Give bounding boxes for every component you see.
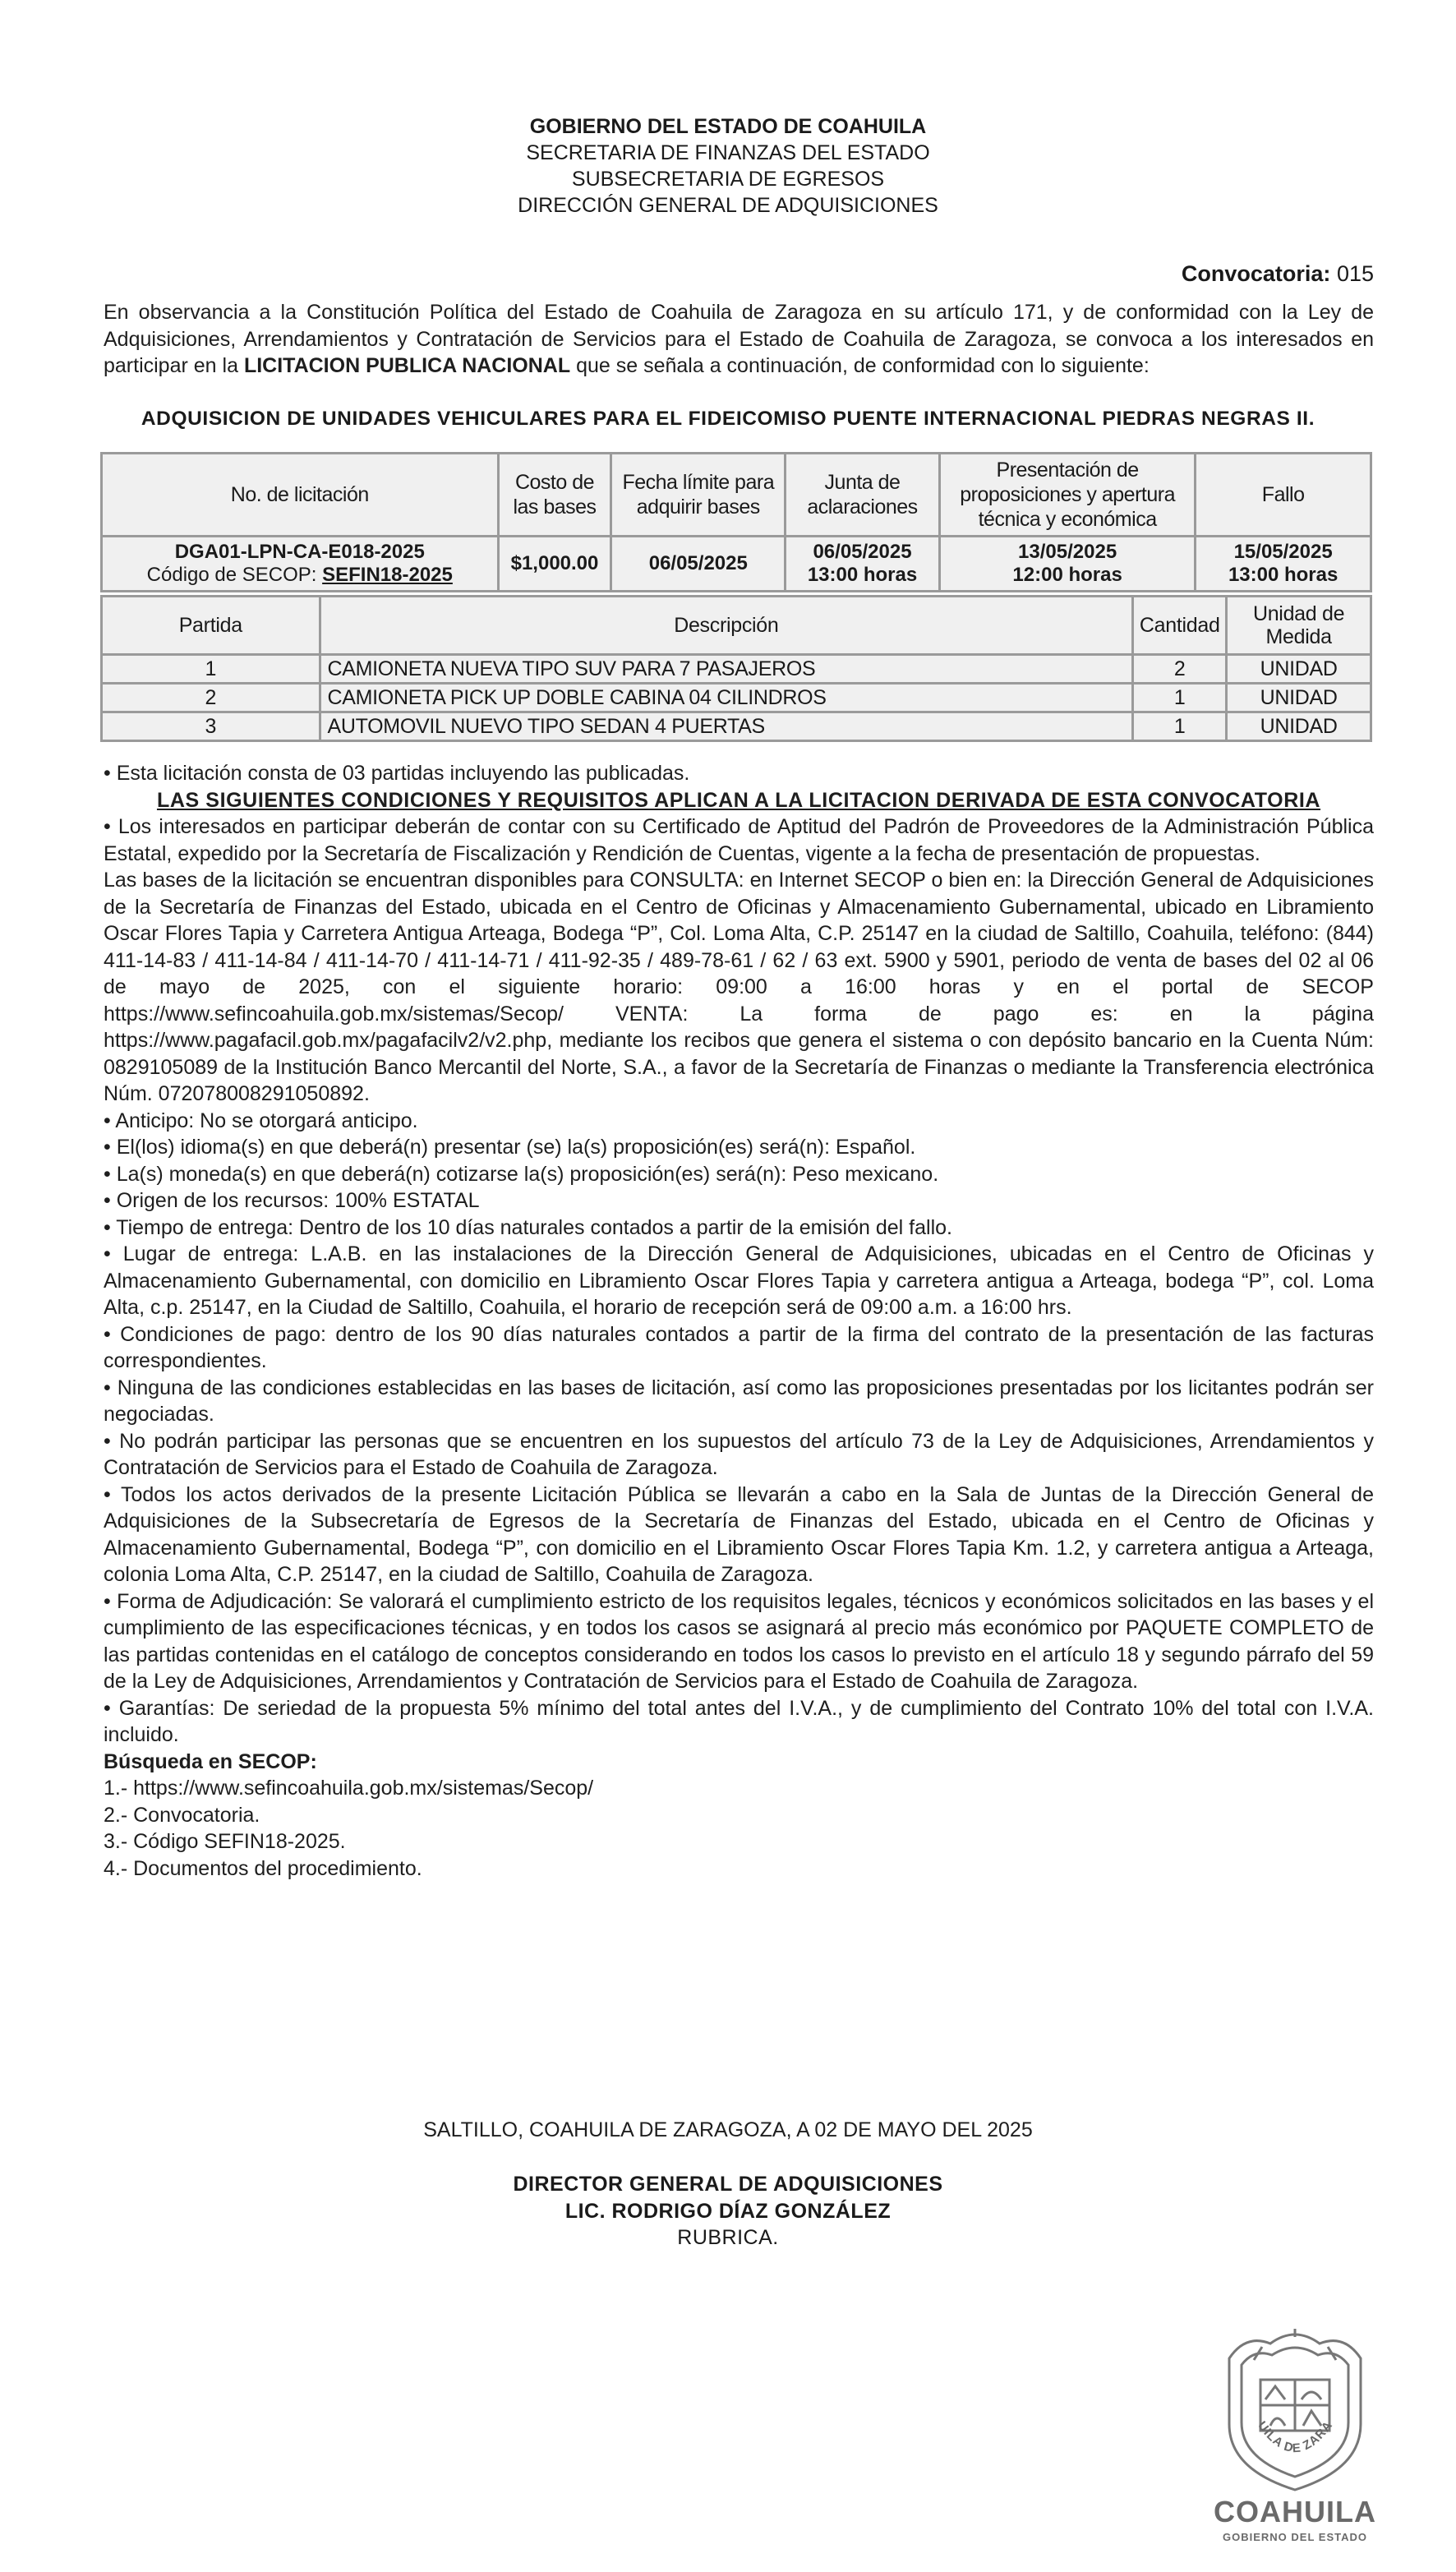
bullet-condiciones-pago: • Condiciones de pago: dentro de los 90 días naturales contados a partir de la firma del contrato de la presentación de las facturas correspondientes. (104, 1322, 1374, 1372)
cantidad-cell: 1 (1133, 712, 1227, 741)
partidas-table (100, 595, 1372, 742)
search-step-1: 1.- https://www.sefincoahuila.gob.mx/sistemas/Secop/ (104, 1777, 594, 1800)
descripcion-cell: CAMIONETA PICK UP DOBLE CABINA 04 CILINDROS (320, 684, 1133, 712)
fallo-time: 13:00 horas (1228, 564, 1339, 586)
signer-title: DIRECTOR GENERAL DE ADQUISICIONES (513, 2173, 943, 2196)
intro-paragraph (104, 299, 1374, 380)
presentacion-time: 12:00 horas (1012, 564, 1122, 586)
col-junta: Junta de aclaraciones (786, 454, 940, 537)
convocatoria-value: 015 (1336, 261, 1374, 286)
intro-bold: LICITACION PUBLICA NACIONAL (243, 354, 571, 377)
junta-date: 06/05/2025 (813, 541, 912, 563)
seal-text: UILA DE ZARA (1255, 2418, 1336, 2456)
convocatoria-label: Convocatoria: (1181, 261, 1331, 286)
signature-block (0, 2171, 1456, 2252)
fallo-date: 15/05/2025 (1233, 541, 1333, 563)
table-row (102, 655, 1371, 684)
unidad-cell: UNIDAD (1227, 684, 1371, 712)
bullet-participacion: • No podrán participar las personas que se encuentren en los supuestos del artículo 73 de la Ley de Adquisiciones, Arrendamientos y Contratación de Servicios para el Estado de Coahuila de Zaragoza. (104, 1429, 1374, 1479)
cell-costo: $1,000.00 (498, 537, 611, 592)
descripcion-cell: CAMIONETA NUEVA TIPO SUV PARA 7 PASAJEROS (320, 655, 1133, 684)
conditions-body (104, 760, 1374, 1882)
search-step-4: 4.- Documentos del procedimiento. (104, 1856, 422, 1880)
bullet-idioma: • El(los) idioma(s) en que deberá(n) presentar (se) la(s) proposición(es) será(n): Español. (104, 1136, 916, 1159)
header-direccion: DIRECCIÓN GENERAL DE ADQUISICIONES (518, 194, 938, 217)
col-partida: Partida (102, 597, 320, 655)
header-subsecretaria: SUBSECRETARIA DE EGRESOS (571, 168, 885, 191)
cell-presentacion (939, 537, 1195, 592)
cell-no-licitacion (102, 537, 499, 592)
signer-name: LIC. RODRIGO DÍAZ GONZÁLEZ (564, 2199, 892, 2223)
coat-of-arms-icon (1196, 2325, 1394, 2494)
presentacion-date: 13/05/2025 (1018, 541, 1117, 563)
partida-cell: 2 (102, 684, 320, 712)
unidad-cell: UNIDAD (1227, 655, 1371, 684)
convocatoria-number (1182, 261, 1374, 287)
logo-subtitle: GOBIERNO DEL ESTADO (1223, 2531, 1367, 2543)
col-costo: Costo de las bases (498, 454, 611, 537)
header-secretaria: SECRETARIA DE FINANZAS DEL ESTADO (526, 141, 930, 164)
bullet-origen: • Origen de los recursos: 100% ESTATAL (104, 1189, 480, 1212)
licitacion-header-row (102, 454, 1371, 537)
bullet-anticipo: • Anticipo: No se otorgará anticipo. (104, 1109, 418, 1132)
secop-code-label: Código de SECOP: (146, 564, 323, 586)
cell-junta (786, 537, 940, 592)
bullet-garantias: • Garantías: De seriedad de la propuesta 5% mínimo del total antes del I.V.A., y de cumplimiento del Contrato 10% del total con I.V.A. incluido. (104, 1696, 1374, 1746)
cantidad-cell: 1 (1133, 684, 1227, 712)
cell-fecha-limite: 06/05/2025 (611, 537, 786, 592)
intro-text-1: En observancia a la Constitución Política del Estado de Coahuila de Zaragoza en su artículo 171, y de conformidad con la Ley de Adquisiciones, Arrendamientos y Contratación de Servicios para el Estado de Coahuila de Zaragoza, se convoca a los interesados en participar en la (104, 301, 1374, 377)
junta-time: 13:00 horas (807, 564, 918, 586)
intro-text-2: que se señala a continuación, de conformidad con lo siguiente: (570, 354, 1150, 377)
bullet-moneda: • La(s) moneda(s) en que deberá(n) cotizarse la(s) proposición(es) será(n): Peso mexicano. (104, 1162, 939, 1186)
col-presentacion: Presentación de proposiciones y apertura técnica y económica (939, 454, 1195, 537)
col-no-licitacion: No. de licitación (102, 454, 499, 537)
place-date: SALTILLO, COAHUILA DE ZARAGOZA, A 02 DE MAYO DEL 2025 (423, 2118, 1033, 2141)
licitacion-number: DGA01-LPN-CA-E018-2025 (174, 541, 425, 563)
rubrica: RUBRICA. (677, 2226, 779, 2249)
cantidad-cell: 2 (1133, 655, 1227, 684)
col-cantidad: Cantidad (1133, 597, 1227, 655)
descripcion-cell: AUTOMOVIL NUEVO TIPO SEDAN 4 PUERTAS (320, 712, 1133, 741)
col-unidad: Unidad de Medida (1227, 597, 1371, 655)
table-row (102, 712, 1371, 741)
search-step-3: 3.- Código SEFIN18-2025. (104, 1830, 346, 1853)
licitacion-table (100, 452, 1372, 592)
bullet-adjudicacion: • Forma de Adjudicación: Se valorará el cumplimiento estricto de los requisitos legales, técnicos y económicos solicitados en las bases y el cumplimiento de las especificaciones técnicas, y en todos los casos se asignará al precio más económico por PAQUETE COMPLETO de las partidas contenidas en el catálogo de conceptos considerando en todos los casos lo previsto en el artículo 18 y segundo párrafo del 59 de la Ley de Adquisiciones, Arrendamientos y Contratación de Servicios para el Estado de Coahuila de Zaragoza. (104, 1589, 1374, 1693)
table-row (102, 684, 1371, 712)
bullet-tiempo-entrega: • Tiempo de entrega: Dentro de los 10 días naturales contados a partir de la emisión del fallo. (104, 1215, 952, 1239)
cell-fallo (1196, 537, 1371, 592)
partida-cell: 1 (102, 655, 320, 684)
subject-title: ADQUISICION DE UNIDADES VEHICULARES PARA EL FIDEICOMISO PUENTE INTERNACIONAL PIEDRAS NEGRAS II. (141, 408, 1315, 430)
document-header (0, 113, 1456, 219)
bullet-actos: • Todos los actos derivados de la presente Licitación Pública se llevarán a cabo en la Sala de Juntas de la Dirección General de Adquisiciones de la Subsecretaría de Egresos de la Secretaría de Finanzas del Estado, ubicada en el Centro de Oficinas y Almacenamiento Gubernamental, Bodega “P”, con domicilio en el Libramiento Oscar Flores Tapia Km. 1.2, y carretera antigua a Arteaga, colonia Loma Alta, C.P. 25147, en la ciudad de Saltillo, Coahuila de Zaragoza. (104, 1482, 1374, 1586)
col-descripcion: Descripción (320, 597, 1133, 655)
logo-word: COAHUILA (1214, 2495, 1376, 2528)
coahuila-logo (1196, 2325, 1394, 2543)
licitacion-value-row (102, 537, 1371, 592)
col-fecha-limite: Fecha límite para adquirir bases (611, 454, 786, 537)
partidas-header-row (102, 597, 1371, 655)
bullet-lugar-entrega: • Lugar de entrega: L.A.B. en las instalaciones de la Dirección General de Adquisiciones, ubicadas en el Centro de Oficinas y Almacenamiento Gubernamental, con domicilio en Libramiento Oscar Flores Tapia y carretera antigua a Arteaga, bodega “P”, col. Loma Alta, c.p. 25147, en la Ciudad de Saltillo, Coahuila, el horario de recepción será de 09:00 a.m. a 16:00 hrs. (104, 1242, 1374, 1319)
secop-code: SEFIN18-2025 (322, 564, 453, 586)
partida-cell: 3 (102, 712, 320, 741)
unidad-cell: UNIDAD (1227, 712, 1371, 741)
bullet-certificado: • Los interesados en participar deberán de contar con su Certificado de Aptitud del Padrón de Proveedores de la Administración Pública Estatal, expedido por la Secretaría de Fiscalización y Rendición de Cuentas, vigente a la fecha de presentación de propuestas. (104, 815, 1374, 865)
conditions-title: LAS SIGUIENTES CONDICIONES Y REQUISITOS APLICAN A LA LICITACION DERIVADA DE ESTA CONVOCATORIA (156, 788, 1321, 812)
bullet-partidas: • Esta licitación consta de 03 partidas incluyendo las publicadas. (104, 762, 690, 785)
bullet-negociacion: • Ninguna de las condiciones establecidas en las bases de licitación, así como las proposiciones presentadas por los licitantes podrán ser negociadas. (104, 1376, 1374, 1426)
svg-text:COAHUILA DE ZARAGOZA (1196, 2325, 1335, 2455)
bases-paragraph: Las bases de la licitación se encuentran disponibles para CONSULTA: en Internet SECOP o bien en: la Dirección General de Adquisiciones de la Secretaría de Finanzas del Estado, ubicada en el Centro de Oficinas y Almacenamiento Gubernamental, ubicado en Libramiento Oscar Flores Tapia y Carretera Antigua Arteaga, Bodega “P”, Col. Loma Alta, C.P. 25147 en la ciudad de Saltillo, Coahuila, teléfono: (844) 411-14-83 / 411-14-84 / 411-14-70 / 411-14-71 / 411-92-35 / 489-78-61 / 62 / 63 ext. 5900 y 5901, periodo de venta de bases del 02 al 06 de mayo de 2025, con el siguiente horario: 09:00 a 16:00 horas y en el portal de SECOP https://www.sefincoahuila.gob.mx/sistemas/Secop/ VENTA: La forma de pago es: en la página https://www.pagafacil.gob.mx/pagafacilv2/v2.php, mediante los recibos que genera el sistema o con depósito bancario en la Cuenta Núm: 0829105089 de la Institución Banco Mercantil del Norte, S.A., a favor de la Secretaría de Finanzas o mediante la Transferencia electrónica Núm. 072078008291050892. (104, 869, 1374, 1105)
search-title: Búsqueda en SECOP: (104, 1749, 317, 1773)
col-fallo: Fallo (1196, 454, 1371, 537)
secop-code-line (104, 564, 496, 587)
header-government: GOBIERNO DEL ESTADO DE COAHUILA (529, 115, 927, 138)
search-step-2: 2.- Convocatoria. (104, 1803, 260, 1827)
